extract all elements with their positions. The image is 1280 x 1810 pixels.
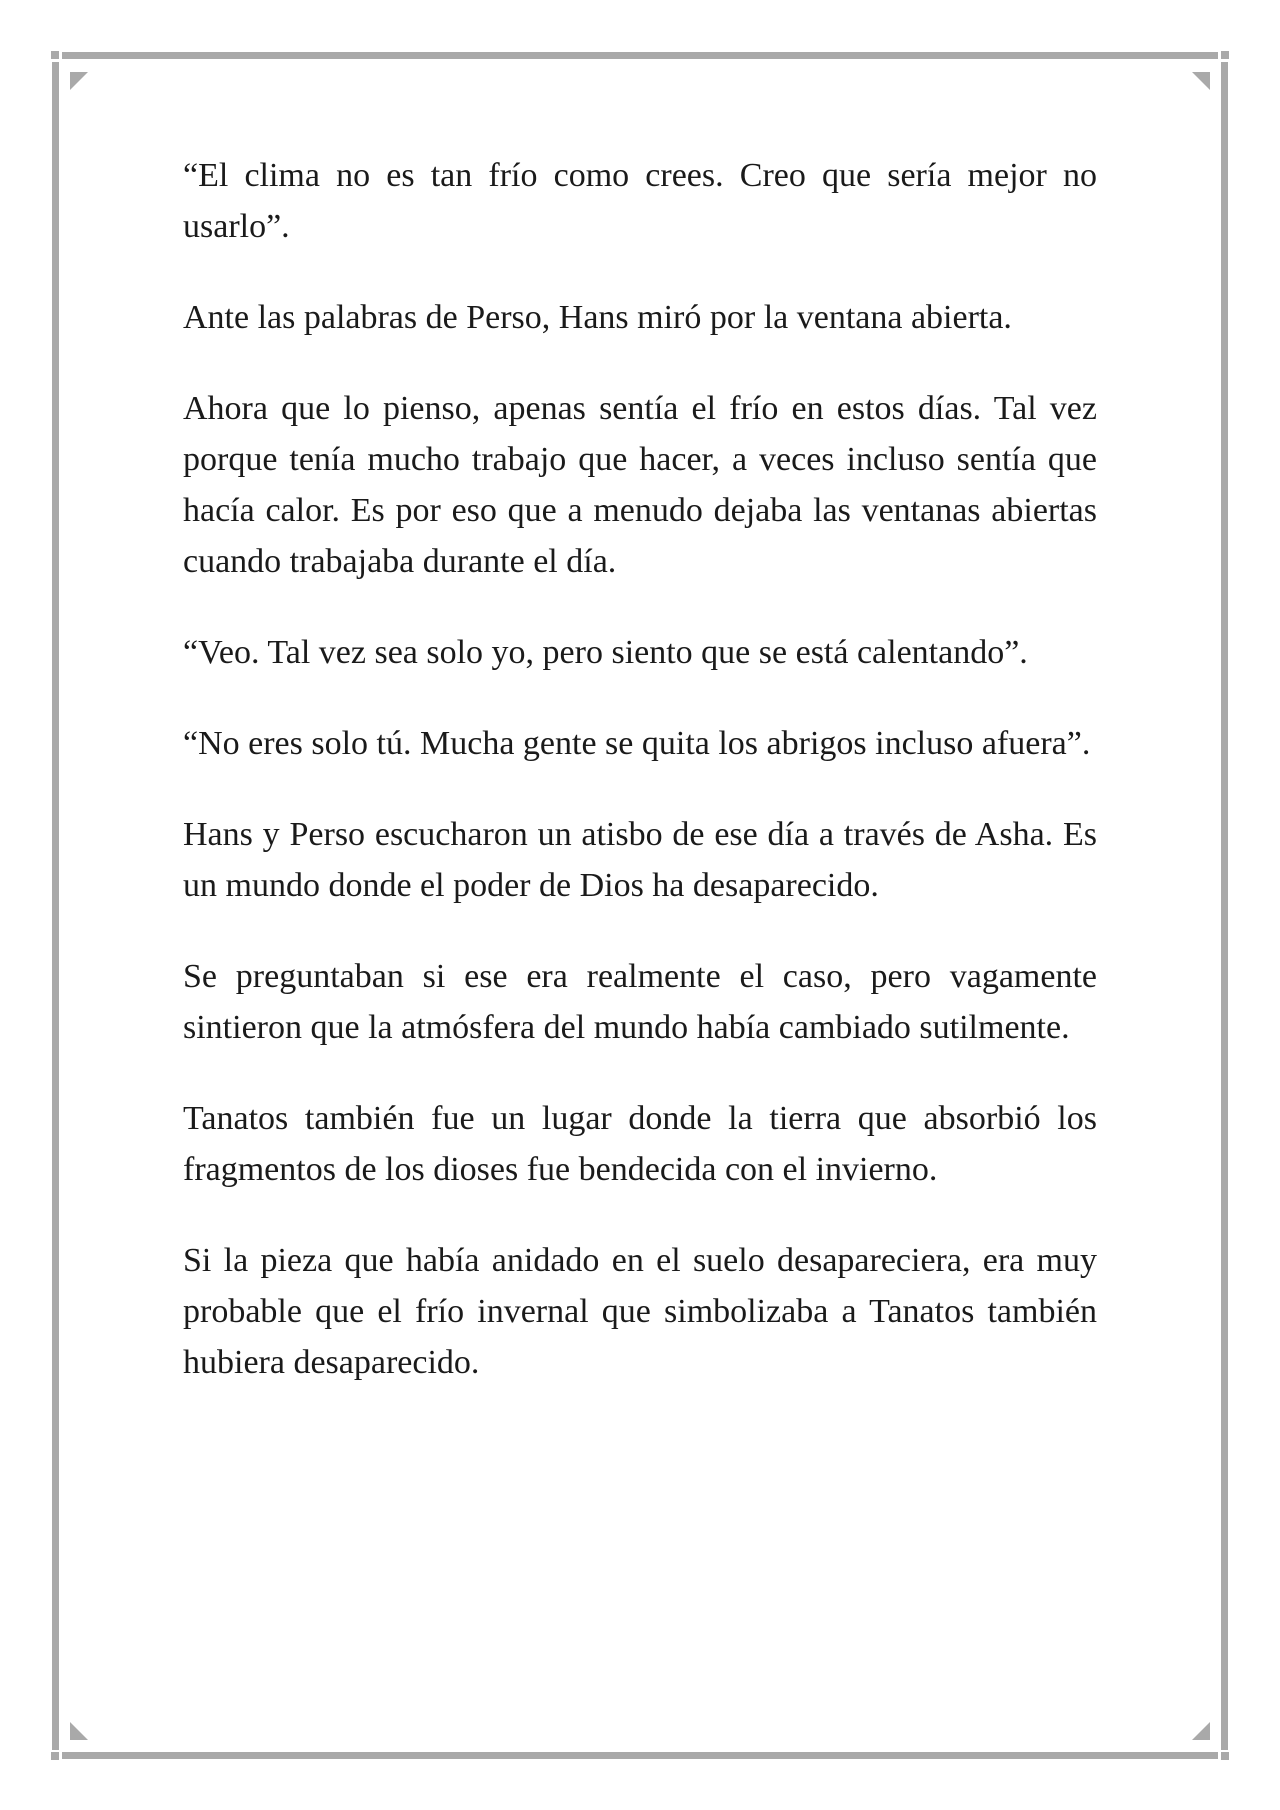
corner-square-bottom-right: [1221, 1752, 1229, 1760]
corner-square-top-left: [51, 51, 59, 59]
paragraph: Se preguntaban si ese era realmente el caso, pero vagamente sintieron que la atmósfera del mundo había cambiado sutilmente.: [183, 958, 1097, 1046]
corner-triangle-ornament-top-left: [70, 72, 88, 90]
corner-triangle-ornament-bottom-left: [70, 1722, 88, 1740]
paragraph: Ante las palabras de Perso, Hans miró por la ventana abierta.: [183, 299, 1012, 336]
corner-triangle-ornament-top-right: [1192, 72, 1210, 90]
paragraph: Tanatos también fue un lugar donde la tierra que absorbió los fragmentos de los dioses fue bendecida con el invierno.: [183, 1100, 1097, 1188]
frame-bottom-line: [62, 1752, 1218, 1759]
paragraph: Si la pieza que había anidado en el suelo desapareciera, era muy probable que el frío invernal que simbolizaba a Tanatos también hubiera desaparecido.: [183, 1242, 1097, 1381]
corner-triangle-ornament-bottom-right: [1192, 1722, 1210, 1740]
paragraph: “El clima no es tan frío como crees. Creo que sería mejor no usarlo”.: [183, 157, 1097, 245]
paragraph: Hans y Perso escucharon un atisbo de ese día a través de Asha. Es un mundo donde el poder de Dios ha desaparecido.: [183, 816, 1097, 904]
frame-right-line: [1221, 62, 1228, 1750]
frame-left-line: [52, 62, 59, 1750]
frame-top-line: [62, 52, 1218, 59]
paragraph: “No eres solo tú. Mucha gente se quita los abrigos incluso afuera”.: [183, 725, 1091, 762]
document-body: [183, 150, 1097, 1428]
paragraph: Ahora que lo pienso, apenas sentía el frío en estos días. Tal vez porque tenía mucho trabajo que hacer, a veces incluso sentía que hacía calor. Es por eso que a menudo dejaba las ventanas abiertas cuando trabajaba durante el día.: [183, 390, 1097, 580]
corner-square-top-right: [1221, 51, 1229, 59]
corner-square-bottom-left: [51, 1752, 59, 1760]
paragraph: “Veo. Tal vez sea solo yo, pero siento que se está calentando”.: [183, 634, 1028, 671]
